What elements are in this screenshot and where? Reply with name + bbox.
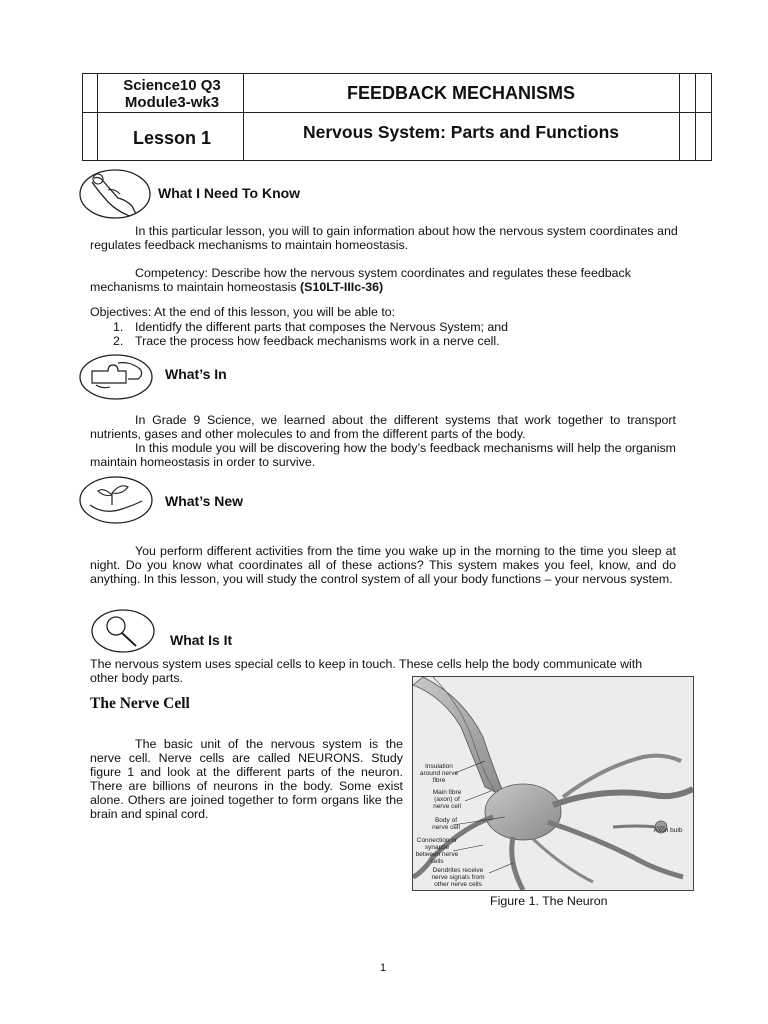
competency-code: (S10LT-IIIc-36) bbox=[300, 280, 384, 294]
table-divider bbox=[83, 112, 711, 113]
seedling-hand-icon bbox=[78, 475, 154, 525]
figure-label: Dendrites receive nerve signals from other nerve cells bbox=[431, 867, 485, 888]
pointing-hand-icon bbox=[78, 168, 152, 220]
section-title-whats-new: What’s New bbox=[165, 493, 244, 509]
list-item: 1. Identidfy the different parts that composes the Nervous System; and bbox=[113, 320, 509, 334]
course-label: Science10 Q3 Module3-wk3 bbox=[123, 77, 221, 111]
lesson-label: Lesson 1 bbox=[132, 128, 212, 148]
table-divider bbox=[243, 74, 244, 160]
competency-paragraph: Competency: Describe how the nervous system coordinates and regulates these feedback mechanisms to maintain homeostasis (S10LT-IIIc-36) bbox=[90, 266, 631, 294]
paragraph: You perform different activities from the time you wake up in the morning to the time you sleep at night. Do you know what coordinates all of these actions? This system makes you feel, know, and do anything. In this lesson, you will study the control system of all your body functions – your nervous system. bbox=[90, 544, 676, 586]
subsection-title: The Nerve Cell bbox=[90, 695, 190, 712]
header-table bbox=[82, 73, 712, 161]
paragraph: In this particular lesson, you will to gain information about how the nervous system coordinates and regulates feedback mechanisms to maintain homeostasis. bbox=[90, 224, 678, 252]
figure-label: Body of nerve cell bbox=[432, 817, 460, 831]
table-divider bbox=[679, 74, 680, 160]
figure-label: Connection or synapse between nerve cells bbox=[415, 837, 459, 865]
table-divider bbox=[97, 74, 98, 160]
figure-label: Main fibre (axon) of nerve cell bbox=[432, 789, 462, 810]
neuron-figure bbox=[412, 676, 694, 891]
section-title-need-to-know: What I Need To Know bbox=[158, 185, 301, 201]
section-title-what-is-it: What Is It bbox=[170, 632, 233, 648]
figure-label: Insulation around nerve fibre bbox=[419, 763, 459, 784]
figure-caption: Figure 1. The Neuron bbox=[490, 894, 608, 908]
page-number: 1 bbox=[380, 962, 387, 974]
figure-label: Axon bulb bbox=[653, 827, 683, 834]
table-divider bbox=[695, 74, 696, 160]
section-title-whats-in: What’s In bbox=[165, 366, 227, 382]
objectives-list bbox=[113, 320, 673, 348]
puzzle-hand-icon bbox=[78, 353, 154, 401]
paragraph: The nervous system uses special cells to keep in touch. These cells help the body communicate with other body parts. bbox=[90, 657, 643, 685]
list-item: 2. Trace the process how feedback mechanisms work in a nerve cell. bbox=[113, 334, 500, 348]
magnifying-glass-icon bbox=[90, 608, 156, 654]
page-subtitle: Nervous System: Parts and Functions bbox=[302, 122, 620, 142]
objectives-intro: Objectives: At the end of this lesson, you will be able to: bbox=[90, 305, 396, 319]
paragraph: The basic unit of the nervous system is the nerve cell. Nerve cells are called NEURONS. Study figure 1 and look at the different parts of the neuron. There are billions of neurons in the body. Some exist alone. Others are joined together to form organs like the brain and spinal cord. bbox=[90, 737, 403, 821]
paragraph: In Grade 9 Science, we learned about the different systems that work together to transport nutrients, gases and other molecules to and from the different parts of the body. In this module you will be discovering how the body’s feedback mechanisms will help the organism maintain homeostasis in order to survive. bbox=[90, 413, 676, 469]
page-title: FEEDBACK MECHANISMS bbox=[346, 83, 575, 103]
